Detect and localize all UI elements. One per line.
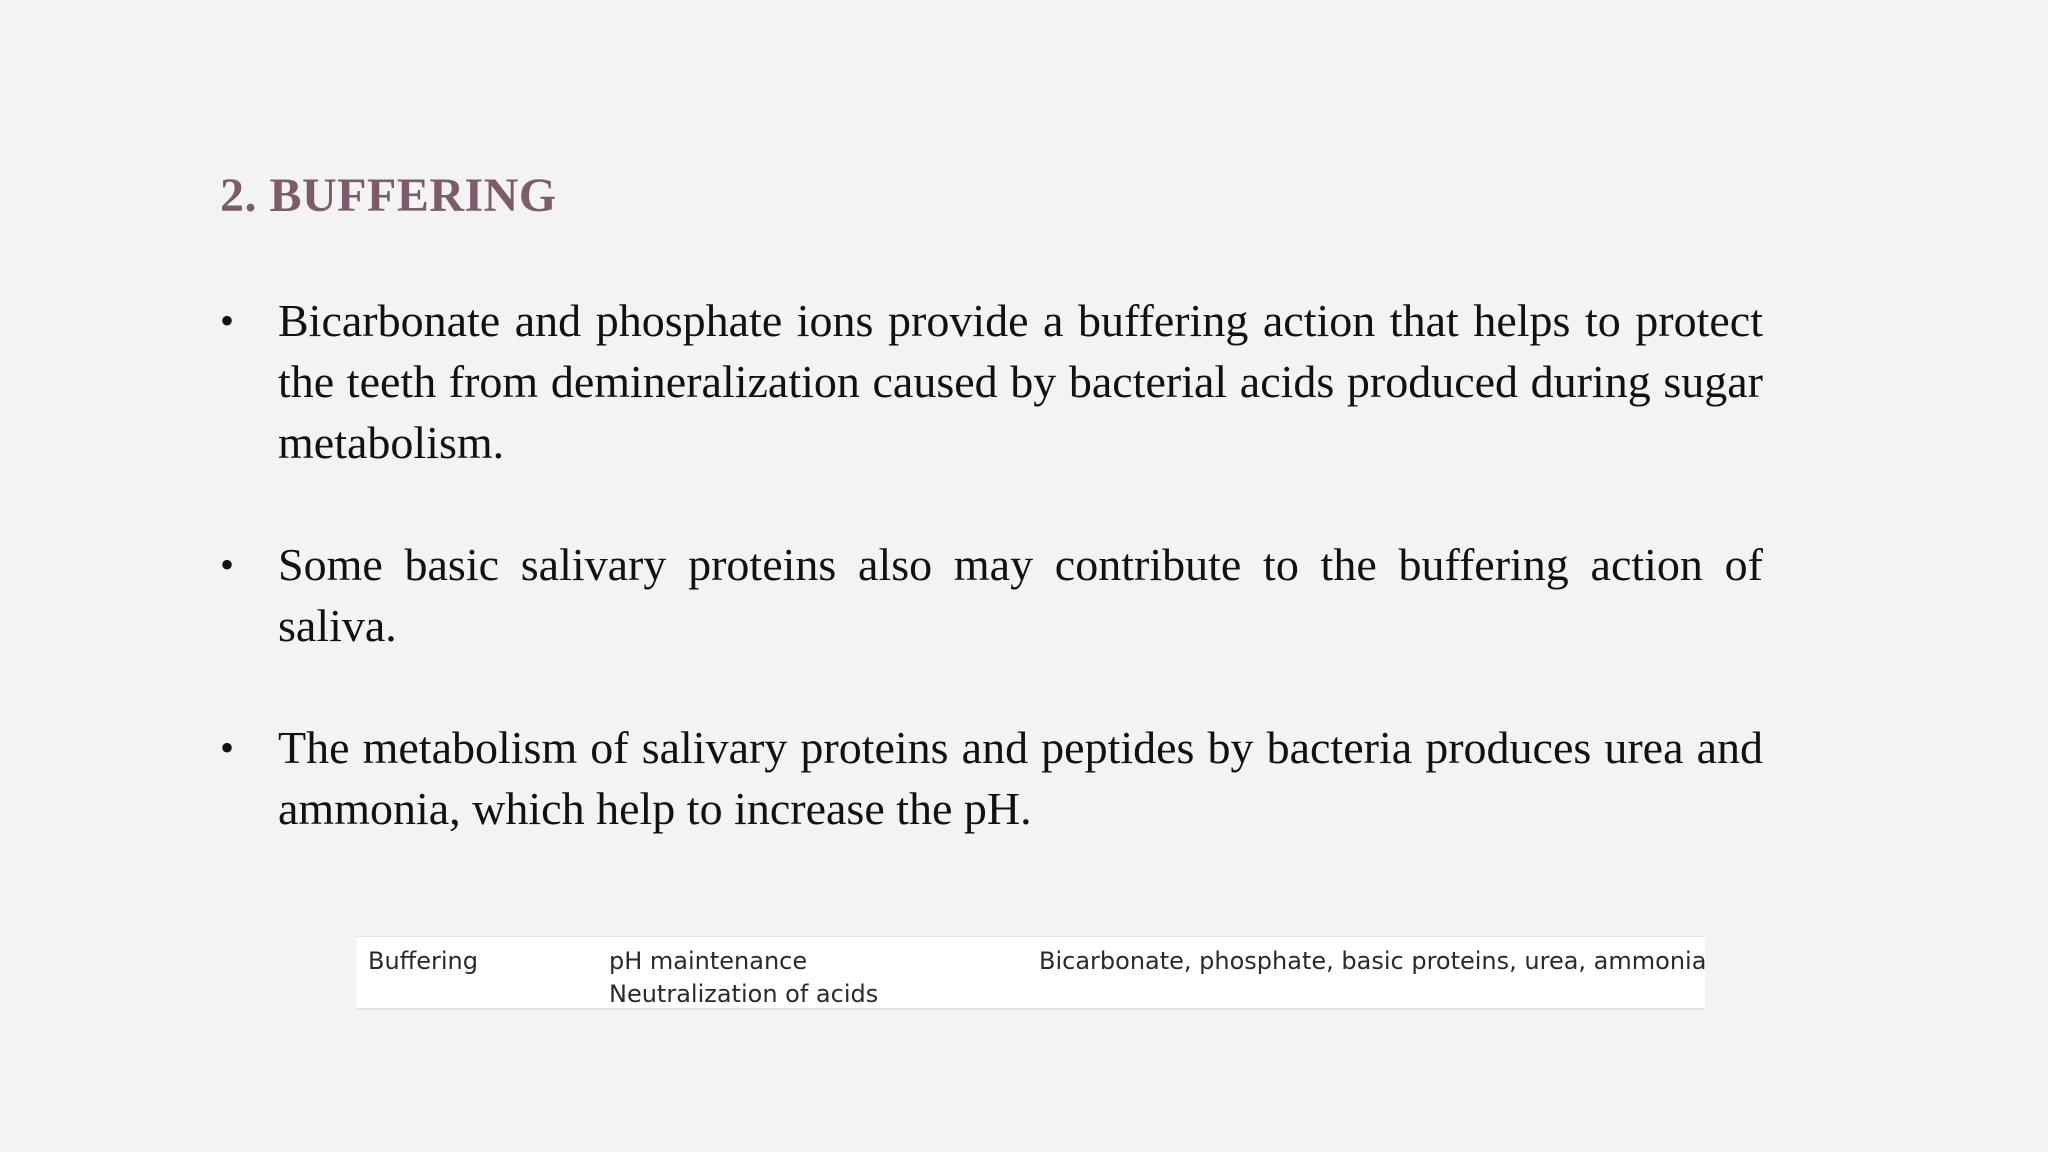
- bullet-icon: •: [220, 542, 235, 587]
- table-cell-effects: [609, 945, 878, 1011]
- bullet-text: Bicarbonate and phosphate ions provide a buffering action that helps to protect the teeth from demineralization caused by bacterial acids produced during sugar metabolism.: [278, 295, 1763, 468]
- bullet-icon: •: [220, 725, 235, 770]
- table-cell-components: Bicarbonate, phosphate, basic proteins, urea, ammonia: [1039, 947, 1707, 975]
- bullet-text: Some basic salivary proteins also may contribute to the buffering action of saliva.: [278, 539, 1763, 651]
- function-table-row: [357, 936, 1705, 1010]
- effect-line: pH maintenance: [609, 947, 808, 975]
- bullet-item: [220, 534, 1763, 656]
- table-cell-function: Buffering: [368, 947, 478, 975]
- bullet-icon: •: [220, 298, 235, 343]
- bullet-item: [220, 717, 1763, 839]
- bullet-item: [220, 290, 1763, 473]
- bullet-list: [220, 290, 1763, 900]
- slide-title: 2. BUFFERING: [220, 169, 557, 222]
- bullet-text: The metabolism of salivary proteins and peptides by bacteria produces urea and ammonia, which help to increase the pH.: [278, 722, 1763, 834]
- effect-line: Neutralization of acids: [609, 980, 879, 1008]
